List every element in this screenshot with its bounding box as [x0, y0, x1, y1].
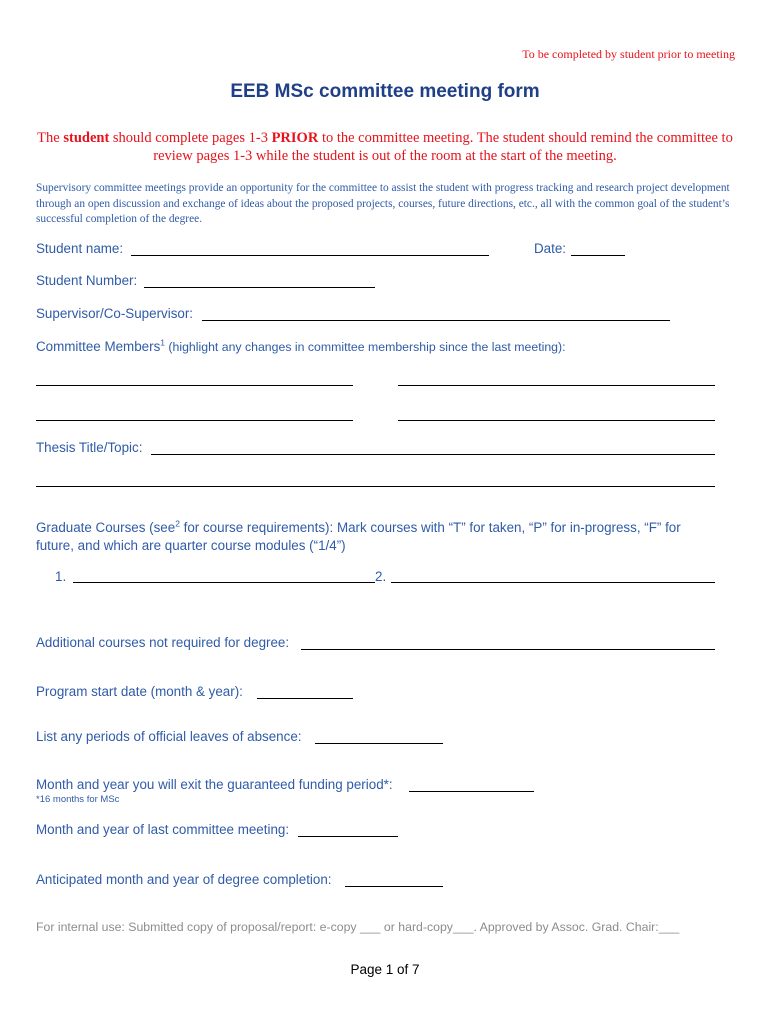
- exit-funding-footnote: *16 months for MSc: [36, 794, 120, 805]
- exit-funding-label: Month and year you will exit the guaranteed funding period*:: [36, 777, 393, 792]
- anticipated-completion-label: Anticipated month and year of degree completion:: [36, 872, 332, 887]
- additional-courses-field[interactable]: [301, 649, 715, 650]
- student-emphasis: student: [63, 130, 110, 146]
- additional-courses-label: Additional courses not required for degree:: [36, 635, 290, 650]
- instruction-text: The student should complete pages 1-3 PRIOR to the committee meeting. The student should remind the committee to review pages 1-3 while the student is out of the room at the start of the meeting.: [37, 130, 733, 164]
- graduate-courses-label: Graduate Courses (see$^2$ for course requirements): Mark courses with “T” for taken, “P” for in-progress, “F” for: [36, 518, 681, 535]
- committee-member-field-4[interactable]: [398, 420, 715, 421]
- date-field[interactable]: [571, 255, 625, 256]
- last-meeting-field[interactable]: [298, 836, 398, 837]
- committee-members-label: Committee Members$^1$ (highlight any changes in committee membership since the last meeting):: [36, 337, 566, 354]
- course-1-field[interactable]: [73, 582, 375, 583]
- course-2-field[interactable]: [391, 582, 715, 583]
- student-name-field[interactable]: [131, 255, 489, 256]
- graduate-courses-label-line2: future, and which are quarter course modules (“1/4”): [36, 538, 346, 553]
- committee-member-field-2[interactable]: [398, 385, 715, 386]
- committee-member-field-1[interactable]: [36, 385, 353, 386]
- committee-member-field-3[interactable]: [36, 420, 353, 421]
- student-number-field[interactable]: [144, 287, 375, 288]
- course-1-label: 1.: [55, 569, 67, 584]
- thesis-title-field-2[interactable]: [36, 486, 715, 487]
- student-number-label: Student Number:: [36, 273, 138, 288]
- page-number: Page 1 of 7: [350, 962, 420, 977]
- prior-emphasis: PRIOR: [271, 130, 319, 146]
- intro-paragraph: Supervisory committee meetings provide an opportunity for the committee to assist the student with progress tracking and research project development through an open discussion and exchange of ideas about the proposed projects, courses, future directions, etc., all with the common goal of the student’s successful completion of the degree.: [36, 182, 730, 225]
- anticipated-completion-field[interactable]: [345, 886, 443, 887]
- thesis-title-field[interactable]: [151, 454, 715, 455]
- program-start-field[interactable]: [257, 698, 353, 699]
- leaves-field[interactable]: [315, 743, 443, 744]
- supervisor-field[interactable]: [202, 320, 670, 321]
- last-meeting-label: Month and year of last committee meeting:: [36, 822, 290, 837]
- thesis-title-label: Thesis Title/Topic:: [36, 440, 143, 455]
- program-start-label: Program start date (month & year):: [36, 684, 243, 699]
- form-title: EEB MSc committee meeting form: [230, 81, 540, 102]
- supervisor-label: Supervisor/Co-Supervisor:: [36, 306, 194, 321]
- course-2-label: 2.: [375, 569, 387, 584]
- internal-use-note: For internal use: Submitted copy of proposal/report: e-copy ___ or hard-copy___. Approved by Assoc. Grad. Chair:___: [36, 920, 680, 934]
- student-name-label: Student name:: [36, 241, 124, 256]
- leaves-label: List any periods of official leaves of absence:: [36, 729, 302, 744]
- header-note: To be completed by student prior to meeting: [522, 47, 735, 61]
- exit-funding-field[interactable]: [409, 791, 534, 792]
- date-label: Date:: [534, 241, 567, 256]
